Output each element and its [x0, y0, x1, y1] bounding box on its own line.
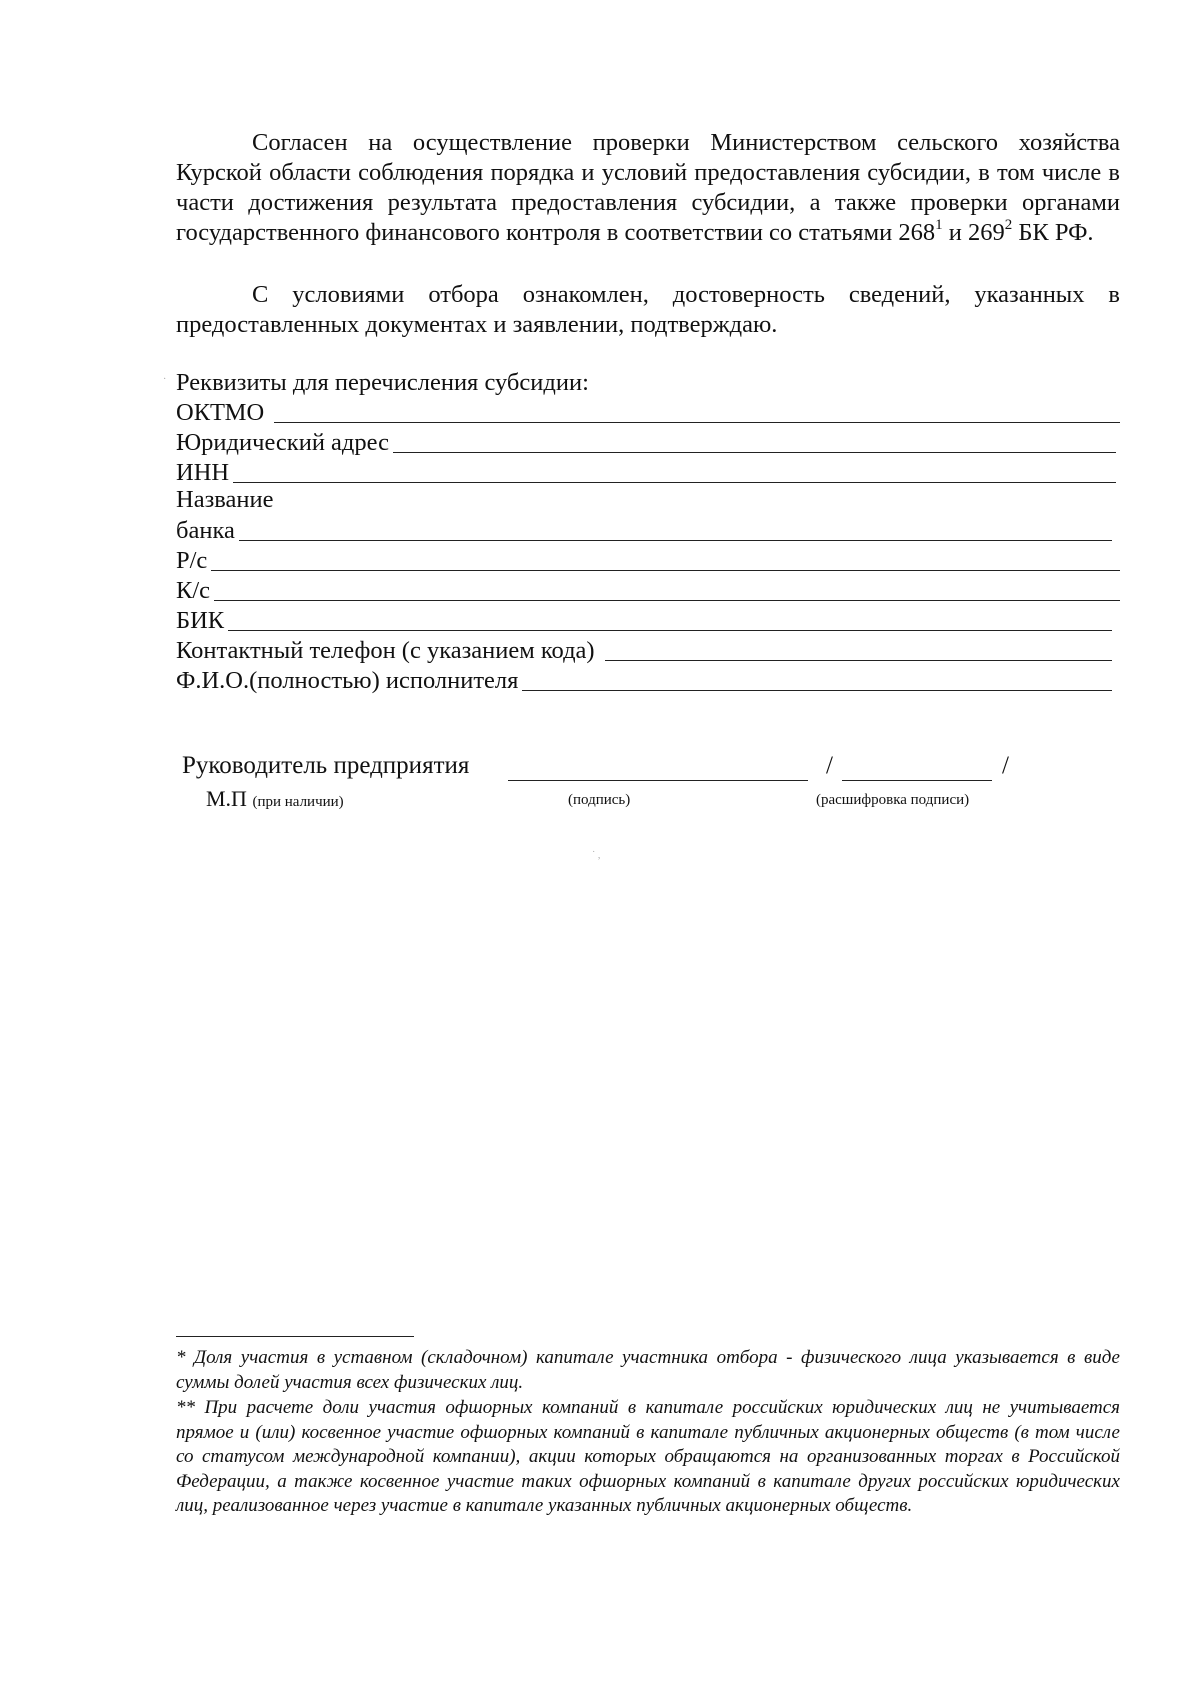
consent-paragraph	[176, 128, 1120, 248]
phone-label: Контактный телефон (с указанием кода)	[176, 637, 595, 664]
footnote-2: ** При расчете доли участия офшорных компаний в капитале российских юридических лиц не учитывается прямое и (или) косвенное участие офшорных компаний в капитале публичных акционерных обществ (в том числе со статусом международной компании), акции которых обращаются на организованных торгах в Российской Федерации, а также косвенное участие таких офшорных компаний в капитале других российских юридических лиц, реализованное через участие в капитале указанных публичных акционерных обществ.	[176, 1397, 1120, 1516]
slash-right: /	[1002, 752, 1009, 779]
executor-input-line[interactable]	[522, 690, 1112, 691]
account-label: Р/с	[176, 547, 208, 574]
inn-label: ИНН	[176, 459, 230, 486]
decode-caption: (расшифровка подписи)	[816, 792, 970, 808]
phone-input-line[interactable]	[605, 660, 1112, 661]
legal-address-label: Юридический адрес	[176, 429, 389, 456]
bik-label: БИК	[176, 607, 225, 634]
account-input-line[interactable]	[211, 570, 1120, 571]
bank-name-label-line1: Название	[176, 486, 274, 513]
bank-name-label-line2: банка	[176, 517, 235, 544]
legal-address-field[interactable]	[176, 428, 1116, 456]
oktmo-label: ОКТМО	[176, 399, 265, 426]
confirm-paragraph	[176, 280, 1120, 340]
corr-account-input-line[interactable]	[214, 600, 1120, 601]
stamp-note: (при наличии)	[252, 794, 344, 810]
account-field[interactable]	[176, 546, 1120, 574]
superscript-2: 2	[1004, 216, 1013, 233]
executor-label: Ф.И.О.(полностью) исполнителя	[176, 667, 519, 694]
signature-decode-input-line[interactable]	[842, 780, 992, 781]
stamp-text: М.П	[206, 786, 247, 811]
executor-field[interactable]	[176, 666, 1112, 694]
bik-input-line[interactable]	[228, 630, 1112, 631]
confirm-text: С условиями отбора ознакомлен, достоверность сведений, указанных в предоставленных документах и заявлении, подтверждаю.	[176, 281, 1120, 338]
signature-caption: (подпись)	[568, 792, 631, 808]
inn-input-line[interactable]	[233, 482, 1116, 483]
slash-left: /	[826, 752, 833, 779]
consent-end: БК РФ.	[1012, 219, 1094, 246]
consent-mid: и 269	[942, 219, 1005, 246]
signature-block	[182, 752, 1042, 786]
corr-account-label: К/с	[176, 577, 211, 604]
bik-field[interactable]	[176, 606, 1112, 634]
inn-field[interactable]	[176, 458, 1116, 486]
requisites-title: Реквизиты для перечисления субсидии:	[176, 369, 589, 396]
bank-name-field[interactable]	[176, 516, 1112, 544]
consent-text: Согласен на осуществление проверки Министерством сельского хозяйства Курской области соблюдения порядка и условий предоставления субсидии, в том числе в части достижения результата предоставления субсидии, а также проверки органами государственного финансового контроля в соответствии со статьями 268	[176, 129, 1120, 246]
phone-field[interactable]	[176, 636, 1112, 664]
oktmo-input-line[interactable]	[274, 422, 1120, 423]
legal-address-input-line[interactable]	[393, 452, 1116, 453]
scan-speck-2: ˙ ,	[592, 850, 601, 861]
stamp-label	[206, 786, 344, 812]
scan-speck: ·	[163, 374, 167, 385]
bank-name-input-line[interactable]	[239, 540, 1112, 541]
footnote-separator	[176, 1336, 414, 1337]
head-label: Руководитель предприятия	[182, 752, 470, 779]
superscript-1: 1	[935, 216, 943, 233]
signature-input-line[interactable]	[508, 780, 808, 781]
footnote-1: * Доля участия в уставном (складочном) капитале участника отбора - физического лица указывается в виде суммы долей участия всех физических лиц.	[176, 1347, 1120, 1393]
oktmo-field[interactable]	[176, 398, 1120, 426]
corr-account-field[interactable]	[176, 576, 1120, 604]
